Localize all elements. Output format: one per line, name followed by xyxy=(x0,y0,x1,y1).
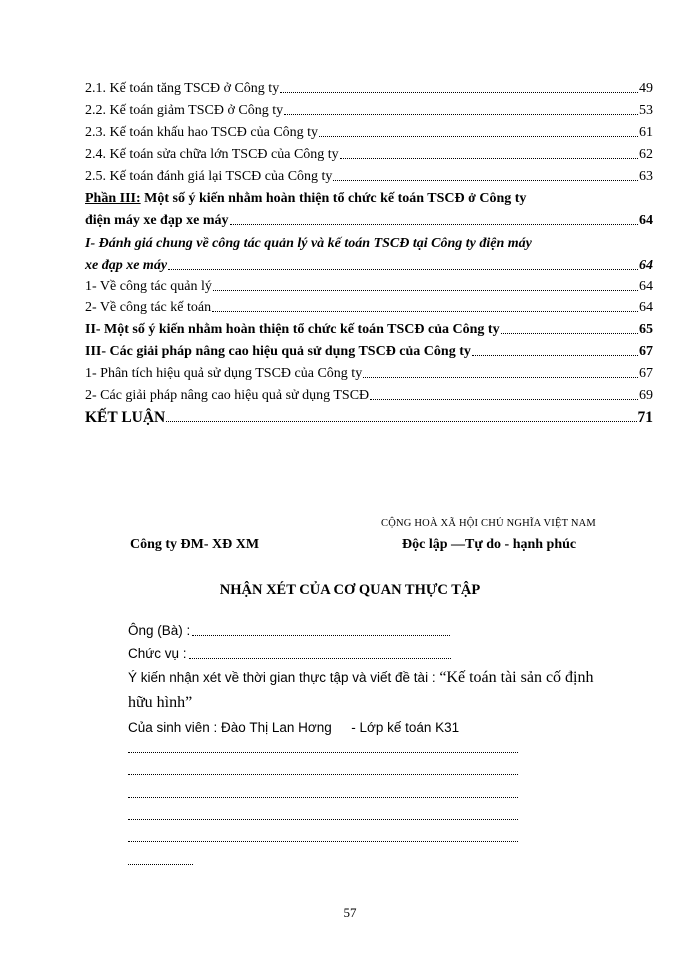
toc-entry-page: 64 xyxy=(639,300,653,315)
toc-entry-title: 1- Phân tích hiệu quả sử dụng TSCĐ của Công ty xyxy=(85,366,363,381)
toc-entry-part3 xyxy=(85,212,653,229)
toc-entry-page: 69 xyxy=(639,388,653,403)
class-label: - Lớp kế toán K31 xyxy=(351,720,460,735)
dot-leader xyxy=(212,311,638,312)
toc-entry-title: III- Các giải pháp nâng cao hiệu quả sử dụng TSCĐ của Công ty xyxy=(85,344,471,359)
name-blank[interactable] xyxy=(192,635,450,636)
name-label: Ông (Bà) : xyxy=(128,623,191,638)
toc-entry xyxy=(85,80,653,97)
toc-entry-page: 49 xyxy=(639,81,653,96)
position-label: Chức vụ : xyxy=(128,646,187,661)
dot-leader xyxy=(340,158,638,159)
toc-entry-title: 2.1. Kế toán tăng TSCĐ ở Công ty xyxy=(85,81,280,96)
toc-entry xyxy=(85,365,653,382)
toc-entry-title: điện máy xe đạp xe máy xyxy=(85,213,229,228)
form-title: NHẬN XÉT CỦA CƠ QUAN THỰC TẬP xyxy=(219,582,481,598)
toc-entry-page: 64 xyxy=(639,213,653,228)
toc-entry-title: 2.5. Kế toán đánh giá lại TSCĐ của Công ty xyxy=(85,169,333,184)
dot-leader xyxy=(168,269,638,270)
republic-heading: CỘNG HOÀ XÃ HỘI CHỦ NGHĨA VIỆT NAM xyxy=(381,518,596,529)
toc-entry-section2 xyxy=(85,321,653,338)
dot-leader xyxy=(363,377,638,378)
toc-entry-page: 71 xyxy=(637,409,653,426)
position-blank[interactable] xyxy=(189,658,451,659)
blank-line[interactable] xyxy=(128,774,518,775)
toc-entry-title: 2.2. Kế toán giảm TSCĐ ở Công ty xyxy=(85,103,284,118)
toc-entry-title: xe đạp xe máy xyxy=(85,258,168,273)
toc-entry-page: 62 xyxy=(639,147,653,162)
toc-entry-page: 63 xyxy=(639,169,653,184)
thesis-title-part1: “Kế toán tài sản cố định xyxy=(439,669,594,686)
toc-entry-page: 64 xyxy=(639,258,653,273)
company-name: Công ty ĐM- XĐ XM xyxy=(130,537,260,552)
position-field xyxy=(128,645,451,663)
toc-entry-title: 2- Các giải pháp nâng cao hiệu quả sử dụng TSCĐ xyxy=(85,388,370,403)
toc-entry-page: 61 xyxy=(639,125,653,140)
dot-leader xyxy=(472,355,638,356)
thesis-title-part2: hữu hình” xyxy=(128,694,193,711)
toc-entry xyxy=(85,102,653,119)
part3-label: Phần III: xyxy=(85,191,141,206)
student-line xyxy=(128,720,459,735)
toc-entry-title: 2- Về công tác kế toán xyxy=(85,300,212,315)
toc-section1-line1 xyxy=(85,235,532,252)
dot-leader xyxy=(370,399,638,400)
toc-entry-title: 2.3. Kế toán khấu hao TSCĐ của Công ty xyxy=(85,125,319,140)
dot-leader xyxy=(166,421,636,422)
toc-entry xyxy=(85,278,653,295)
toc-entry-page: 53 xyxy=(639,103,653,118)
toc-entry xyxy=(85,168,653,185)
dot-leader xyxy=(501,333,638,334)
dot-leader xyxy=(280,92,638,93)
dot-leader xyxy=(230,224,639,225)
part3-title: Một số ý kiến nhằm hoàn thiện tổ chức kế toán TSCĐ ở Công ty xyxy=(140,191,527,206)
toc-part3-line1 xyxy=(85,190,653,207)
blank-line[interactable] xyxy=(128,752,518,753)
blank-line[interactable] xyxy=(128,819,518,820)
toc-entry-title: II- Một số ý kiến nhằm hoàn thiện tổ chức kế toán TSCĐ của Công ty xyxy=(85,322,500,337)
blank-line[interactable] xyxy=(128,841,518,842)
toc-entry-title: 1- Về công tác quản lý xyxy=(85,279,212,294)
toc-entry-title: 2.4. Kế toán sửa chữa lớn TSCĐ của Công ty xyxy=(85,147,339,162)
toc-entry xyxy=(85,387,653,404)
toc-entry-page: 65 xyxy=(639,322,653,337)
toc-entry-page: 64 xyxy=(639,279,653,294)
national-motto: Độc lập —Tự do - hạnh phúc xyxy=(402,537,577,552)
opinion-line xyxy=(128,669,594,687)
dot-leader xyxy=(284,114,638,115)
toc-entry xyxy=(85,124,653,141)
toc-entry-section1 xyxy=(85,257,653,274)
toc-entry-conclusion xyxy=(85,409,653,426)
toc-entry xyxy=(85,299,653,316)
name-field xyxy=(128,622,450,640)
toc-entry-section3 xyxy=(85,343,653,360)
section1-title: I- Đánh giá chung về công tác quản lý và kế toán TSCĐ tại Công ty điện máy xyxy=(85,236,532,251)
page-number: 57 xyxy=(343,905,357,920)
toc-entry-page: 67 xyxy=(639,366,653,381)
dot-leader xyxy=(213,290,638,291)
opinion-prefix: Ý kiến nhận xét về thời gian thực tập và viết đề tài : xyxy=(128,670,440,685)
toc-entry-title: KẾT LUẬN xyxy=(85,409,166,426)
blank-line[interactable] xyxy=(128,797,518,798)
toc-entry-page: 67 xyxy=(639,344,653,359)
dot-leader xyxy=(319,136,638,137)
dot-leader xyxy=(333,180,638,181)
student-label: Của sinh viên : Đào Thị Lan Hơng xyxy=(128,720,332,735)
blank-line[interactable] xyxy=(128,864,193,865)
toc-entry xyxy=(85,146,653,163)
